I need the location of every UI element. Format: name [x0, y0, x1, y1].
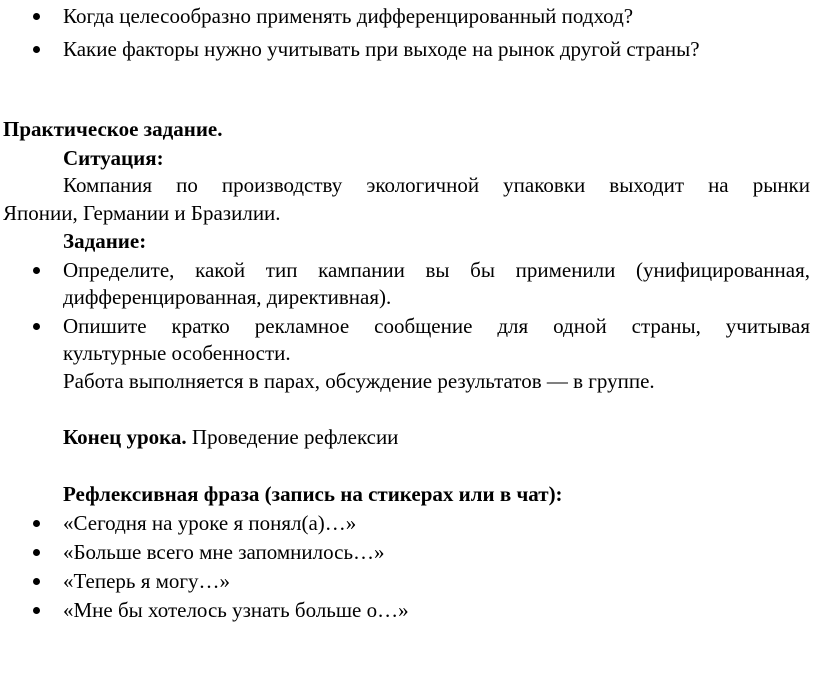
reflection-phrase: «Больше всего мне запомнилось…» [63, 540, 385, 564]
reflection-phrase: «Мне бы хотелось узнать больше о…» [63, 598, 409, 622]
task-item-1-line2: дифференцированная, директивная). [63, 285, 392, 309]
question-item: Какие факторы нужно учитывать при выходе на рынок другой страны? [63, 37, 700, 61]
situation-text-line1: Компания по производству экологичной упаковки выходит на рынки [63, 173, 810, 197]
question-item: Когда целесообразно применять дифференцированный подход? [63, 4, 634, 28]
bullet-icon [33, 520, 40, 527]
bullet-icon [33, 267, 40, 274]
reflection-phrase: «Сегодня на уроке я понял(а)…» [63, 511, 357, 535]
bullet-icon [33, 549, 40, 556]
lesson-end-label: Конец урока. [63, 425, 187, 449]
work-note: Работа выполняется в парах, обсуждение результатов — в группе. [63, 369, 655, 393]
reflection-heading: Рефлексивная фраза (запись на стикерах или в чат): [63, 482, 563, 506]
task-item-2-line2: культурные особенности. [63, 341, 291, 365]
task-item-1-line1: Определите, какой тип кампании вы бы применили (унифицированная, [63, 258, 810, 282]
task-item-2-line1: Опишите кратко рекламное сообщение для одной страны, учитывая [63, 314, 810, 338]
lesson-end-text: Проведение рефлексии [186, 425, 399, 449]
reflection-phrase: «Теперь я могу…» [63, 569, 231, 593]
bullet-icon [33, 607, 40, 614]
situation-label: Ситуация: [63, 146, 164, 170]
task-label: Задание: [63, 229, 147, 253]
bullet-icon [33, 46, 40, 53]
bullet-icon [33, 578, 40, 585]
practical-heading: Практическое задание. [3, 117, 223, 141]
situation-text-line2: Японии, Германии и Бразилии. [3, 201, 281, 225]
lesson-end [63, 425, 398, 449]
bullet-icon [33, 323, 40, 330]
bullet-icon [33, 13, 40, 20]
